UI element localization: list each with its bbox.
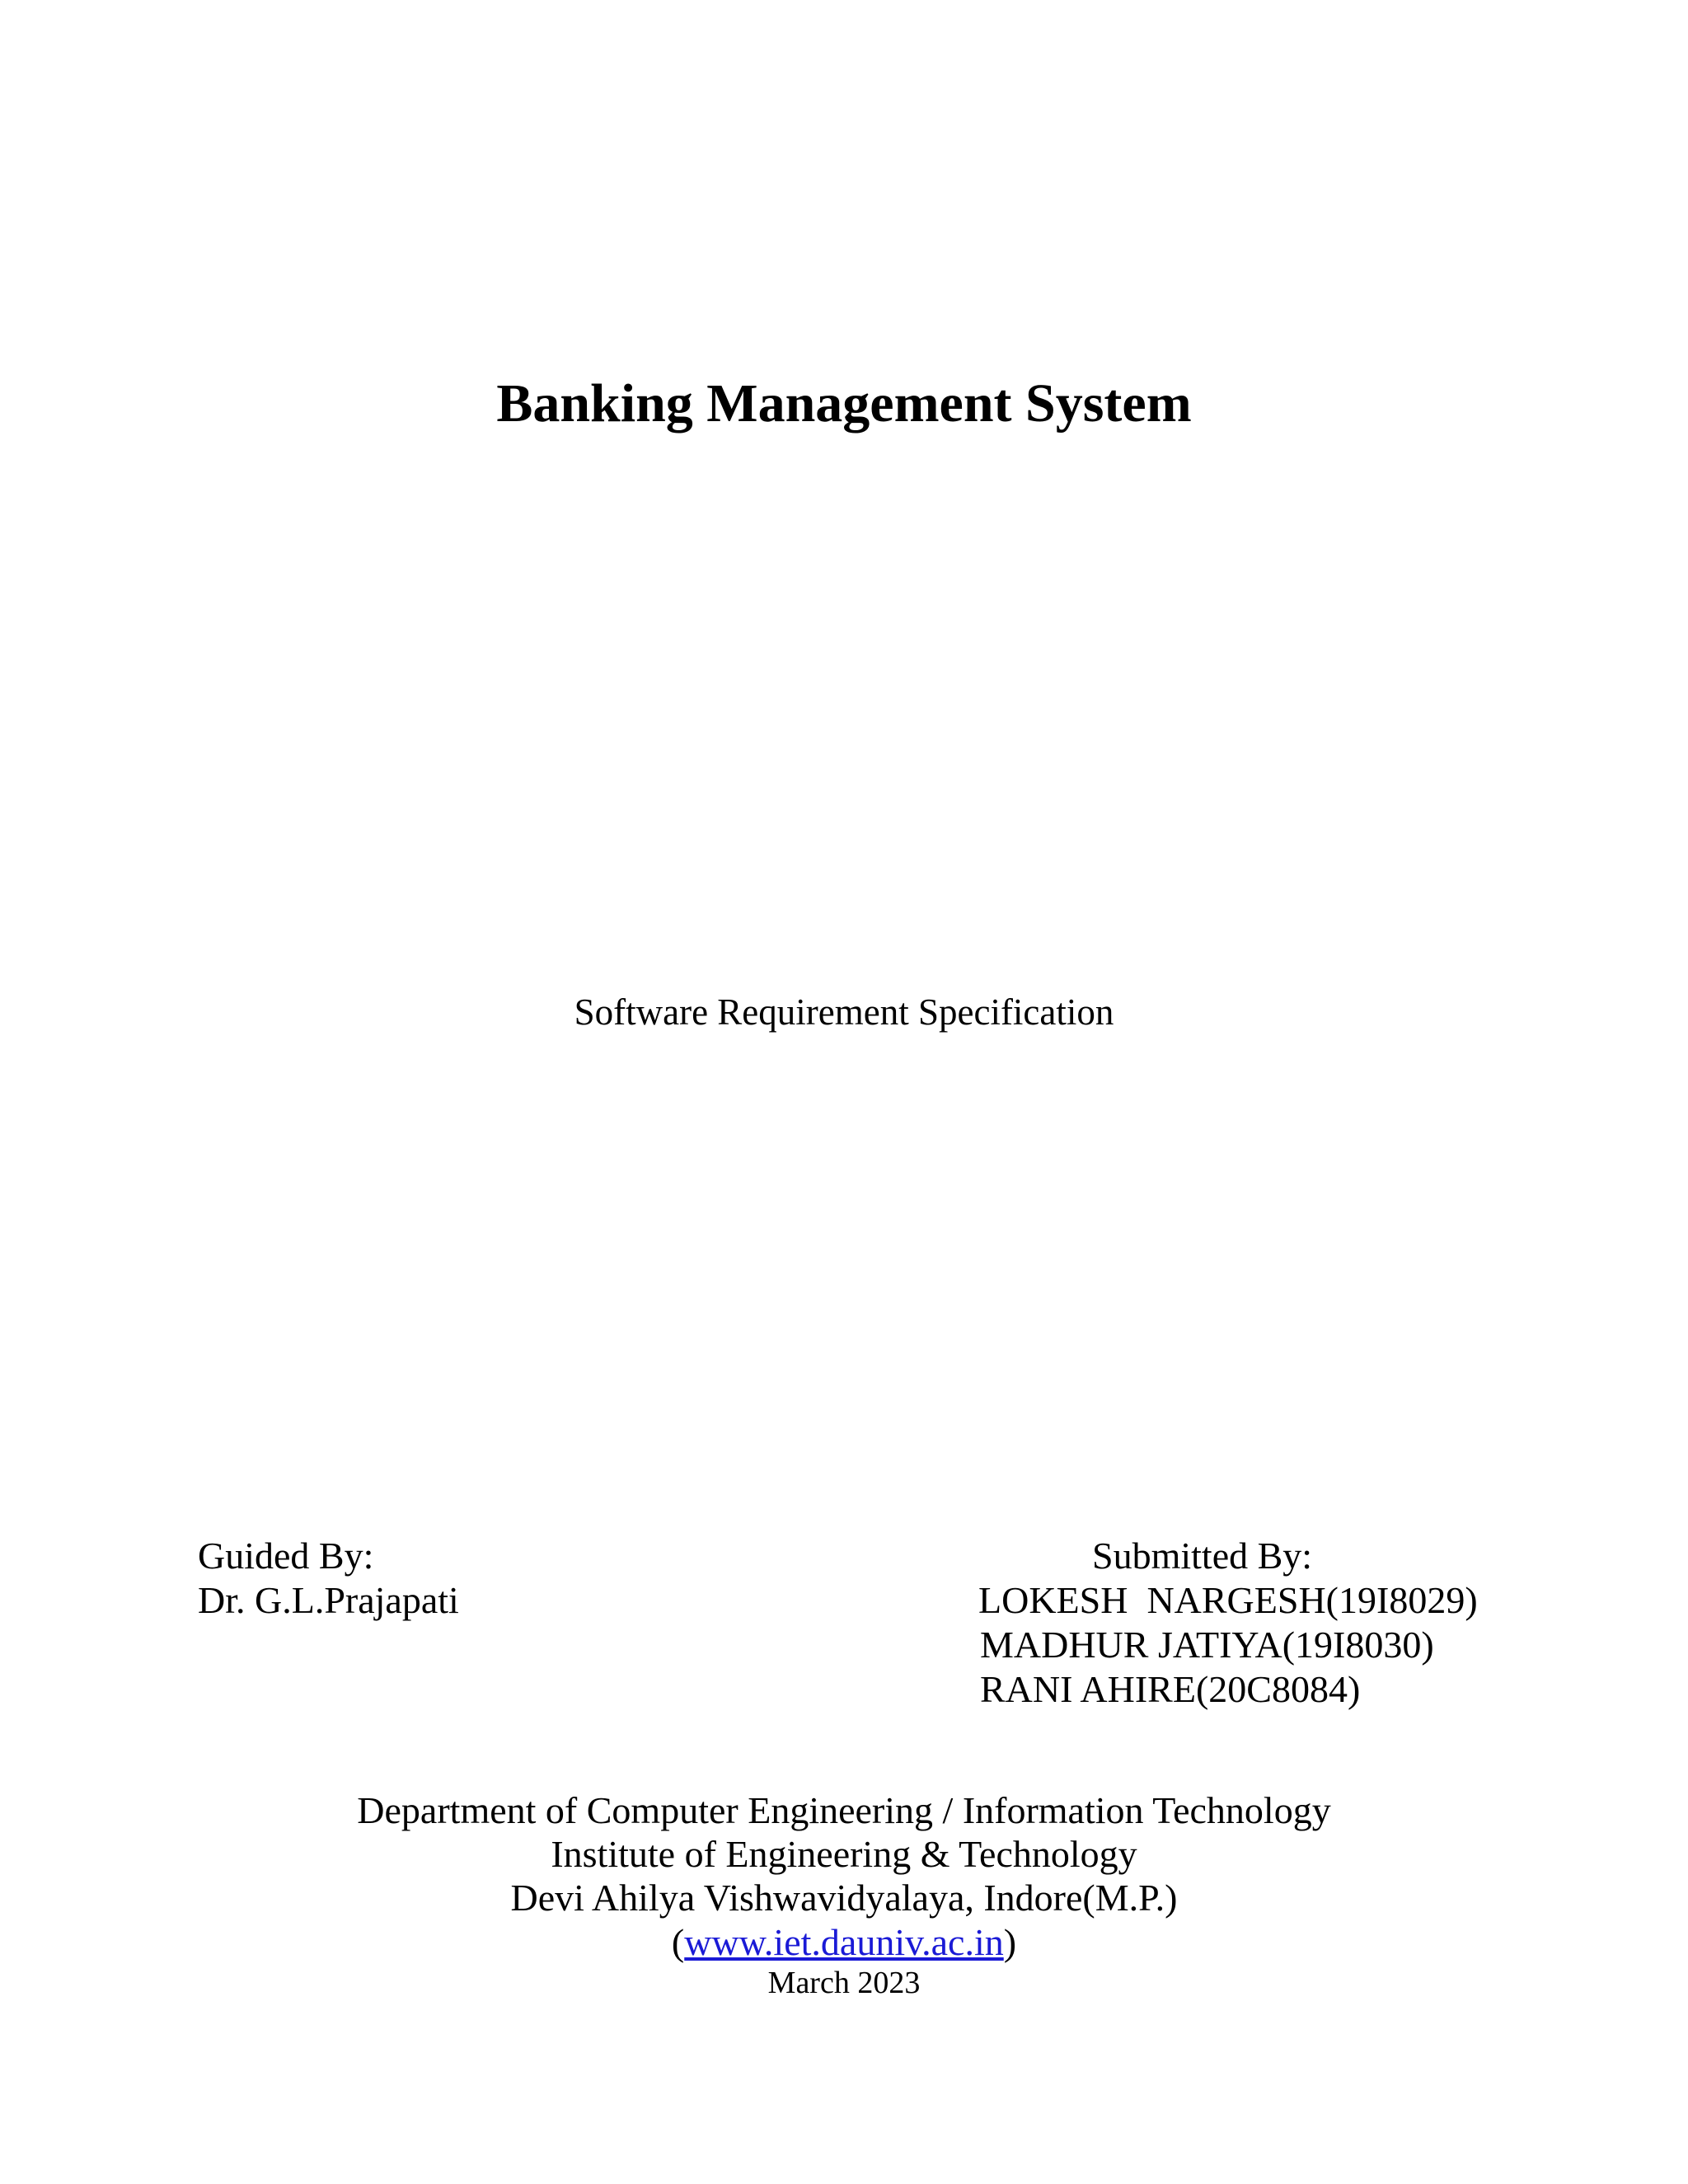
institute-name: Institute of Engineering & Technology xyxy=(551,1833,1137,1875)
website-line xyxy=(0,1920,1688,1965)
team-member: RANI AHIRE(20C8084) xyxy=(980,1668,1361,1710)
website-open-paren: ( xyxy=(671,1921,685,1963)
website-close-paren: ) xyxy=(1003,1921,1017,1963)
submission-date: March 2023 xyxy=(767,1966,921,2000)
guided-by-heading: Guided By: xyxy=(198,1535,374,1577)
department-name: Department of Computer Engineering / Information Technology xyxy=(357,1789,1331,1831)
team-member: LOKESH NARGESH(19I8029) xyxy=(978,1579,1478,1621)
guide-name: Dr. G.L.Prajapati xyxy=(198,1579,459,1621)
university-name: Devi Ahilya Vishwavidyalaya, Indore(M.P.) xyxy=(510,1877,1178,1919)
website-link[interactable]: www.iet.dauniv.ac.in xyxy=(684,1921,1004,1963)
submitted-by-heading: Submitted By: xyxy=(1092,1535,1313,1577)
document-type: Software Requirement Specification xyxy=(574,991,1114,1033)
document-title: Banking Management System xyxy=(496,373,1192,434)
team-member: MADHUR JATIYA(19I8030) xyxy=(980,1624,1434,1666)
